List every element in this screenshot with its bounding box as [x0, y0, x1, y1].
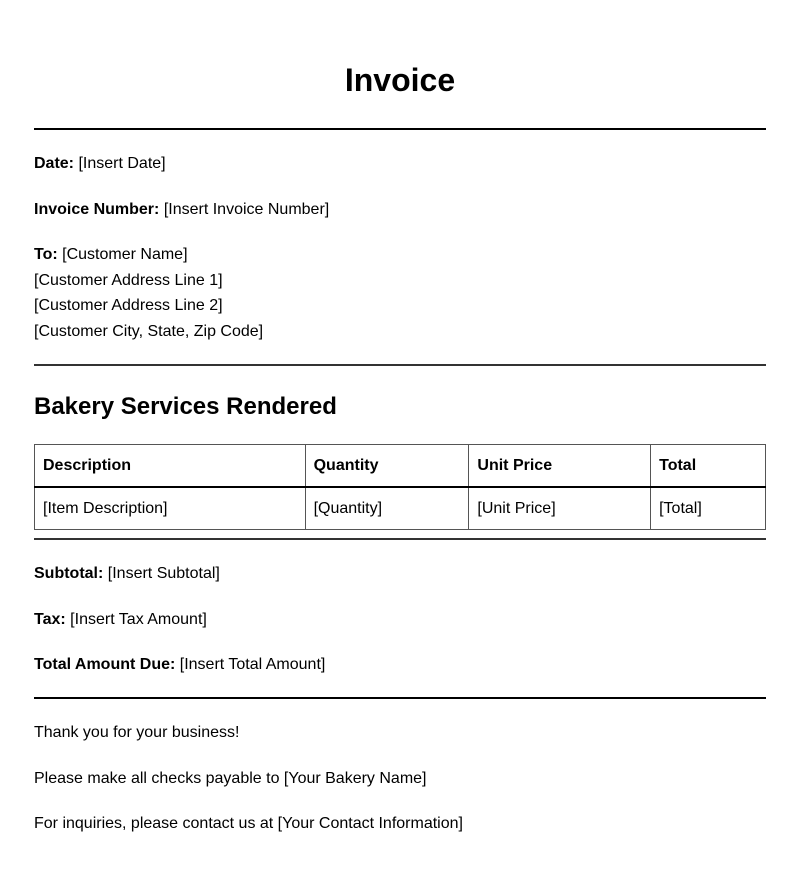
column-header-quantity: Quantity [305, 445, 469, 488]
tax-line [34, 610, 207, 630]
table-header-row [35, 445, 766, 488]
divider-table [34, 538, 766, 540]
subtotal-line [34, 564, 220, 584]
recipient-label: To: [34, 246, 58, 263]
divider-footer [34, 697, 766, 699]
date-line [34, 154, 166, 174]
payment-instructions: Please make all checks payable to [Your Bakery Name] [34, 770, 427, 787]
tax-value: [Insert Tax Amount] [70, 611, 207, 628]
invoice-number-value: [Insert Invoice Number] [163, 201, 330, 218]
contact-information: For inquiries, please contact us at [Your Contact Information] [34, 815, 463, 832]
thank-you-text: Thank you for your business! [34, 724, 240, 741]
recipient-line [34, 245, 188, 265]
date-value: [Insert Date] [78, 155, 166, 172]
divider-top [34, 128, 766, 130]
column-header-description: Description [35, 445, 306, 488]
customer-address-line-1: [Customer Address Line 1] [34, 272, 223, 289]
services-table [34, 444, 766, 530]
services-heading: Bakery Services Rendered [34, 393, 337, 420]
customer-address-line-2: [Customer Address Line 2] [34, 297, 223, 314]
cell-item-description: [Item Description] [35, 487, 306, 530]
total-due-value: [Insert Total Amount] [179, 656, 326, 673]
divider-address [34, 364, 766, 366]
page-title: Invoice [344, 62, 456, 98]
column-header-total: Total [651, 445, 766, 488]
subtotal-value: [Insert Subtotal] [107, 565, 220, 582]
tax-label: Tax: [34, 611, 66, 628]
total-due-line [34, 655, 325, 675]
total-due-label: Total Amount Due: [34, 656, 176, 673]
invoice-number-label: Invoice Number: [34, 201, 160, 218]
subtotal-label: Subtotal: [34, 565, 104, 582]
cell-total: [Total] [651, 487, 766, 530]
table-row [35, 487, 766, 530]
invoice-number-line [34, 200, 329, 220]
customer-name: [Customer Name] [62, 246, 188, 263]
cell-unit-price: [Unit Price] [469, 487, 651, 530]
customer-city-state-zip: [Customer City, State, Zip Code] [34, 323, 264, 340]
cell-quantity: [Quantity] [305, 487, 469, 530]
date-label: Date: [34, 155, 75, 172]
column-header-unit-price: Unit Price [469, 445, 651, 488]
